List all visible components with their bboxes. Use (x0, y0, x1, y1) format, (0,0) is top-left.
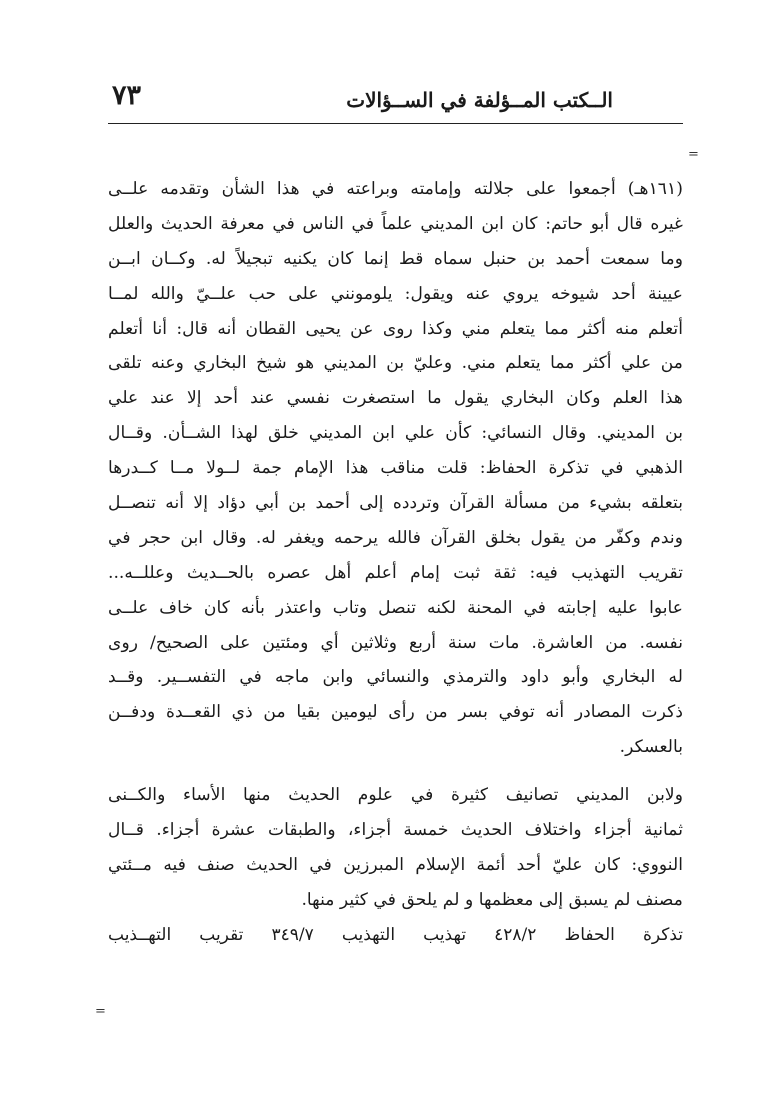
paragraph-gap (108, 765, 683, 778)
text-line: النووي: كان عليّ أحد أئمة الإسلام المبرزين في الحديث صنف فيه مــئتي (108, 854, 683, 875)
text-line: ذكرت المصادر أنه توفي بسر من رأى ليومين بقيا من ذي القعــدة ودفــن (108, 702, 683, 723)
page-number: ٧٣ (112, 80, 142, 111)
paragraph (108, 778, 683, 918)
text-line: وما سمعت أحمد بن حنبل سماه قط إنما كان يكنيه تبجيلاً له. وكــان ابــن (108, 248, 683, 269)
text-line: تقريب التهذيب فيه: ثقة ثبت إمام أعلم أهل عصره بالحــديث وعللــه... (108, 562, 683, 583)
running-title: الــكتب المــؤلفة في الســؤالات (346, 88, 613, 112)
text-line: ولابن المديني تصانيف كثيرة في علوم الحديث منها الأساء والكــنى (108, 785, 683, 806)
text-line: أتعلم منه أكثر مما يتعلم مني وكذا روى عن يحيى القطان أنه قال: أنا أتعلم (108, 318, 683, 339)
text-line: (١٦١هـ) أجمعوا على جلالته وإمامته وبراعته في هذا الشأن وتقدمه علــى (108, 179, 683, 199)
text-line: هذا العلم وكان البخاري يقول ما استصغرت نفسي عند أحد إلا عند علي (108, 388, 683, 409)
text-line: بالعسكر. (619, 737, 683, 758)
text-line: غيره قال أبو حاتم: كان ابن المديني علماً في الناس في معرفة الحديث والعلل (108, 213, 683, 234)
text-line: عابوا عليه إجابته في المحنة لكنه تنصل وتاب واعتذر بأنه كان خاف علــى (108, 597, 683, 618)
margin-mark-bottom: = (95, 1004, 106, 1019)
header-rule (108, 123, 683, 124)
text-line: بن المديني. وقال النسائي: كأن علي ابن المديني خلق لهذا الشــأن. وقــال (108, 423, 683, 444)
text-line: نفسه. من العاشرة. مات سنة أربع وثلاثين أي ومئتين على الصحيح/ روى (108, 632, 683, 653)
text-line: وندم وكفّر من يقول بخلق القرآن فالله يرحمه ويغفر له. وقال ابن حجر في (108, 527, 683, 548)
body-text (108, 172, 683, 953)
text-line: من علي أكثر مما يتعلم مني. وعليّ بن المديني هو شيخ البخاري وعنه تلقى (108, 353, 683, 374)
text-line: ثمانية أجزاء واختلاف الحديث خمسة أجزاء، والطبقات عشرة أجزاء. قــال (108, 820, 683, 841)
paragraph (108, 172, 683, 765)
margin-mark-top: = (688, 147, 699, 162)
text-line: له البخاري وأبو داود والترمذي والنسائي وابن ماجه في التفســير. وقــد (108, 667, 683, 688)
text-line: الذهبي في تذكرة الحفاظ: قلت مناقب هذا الإمام جمة لــولا مــا كــدرها (108, 458, 683, 479)
text-line: مصنف لم يسبق إلى معظمها و لم يلحق في كثير منها. (301, 889, 683, 910)
footnote-line: تذكرة الحفاظ ٤٢٨/٢ تهذيب التهذيب ٣٤٩/٧ تقريب التهــذيب (108, 924, 683, 945)
text-line: بتعلقه بشيء من مسألة القرآن وتردده إلى أحمد بن أبي دؤاد إلا أنه تنصــل (108, 493, 683, 514)
text-line: عيينة أحد شيوخه يروي عنه ويقول: يلومونني على حب علــيّ والله لمــا (108, 283, 683, 304)
footnote (108, 918, 683, 953)
